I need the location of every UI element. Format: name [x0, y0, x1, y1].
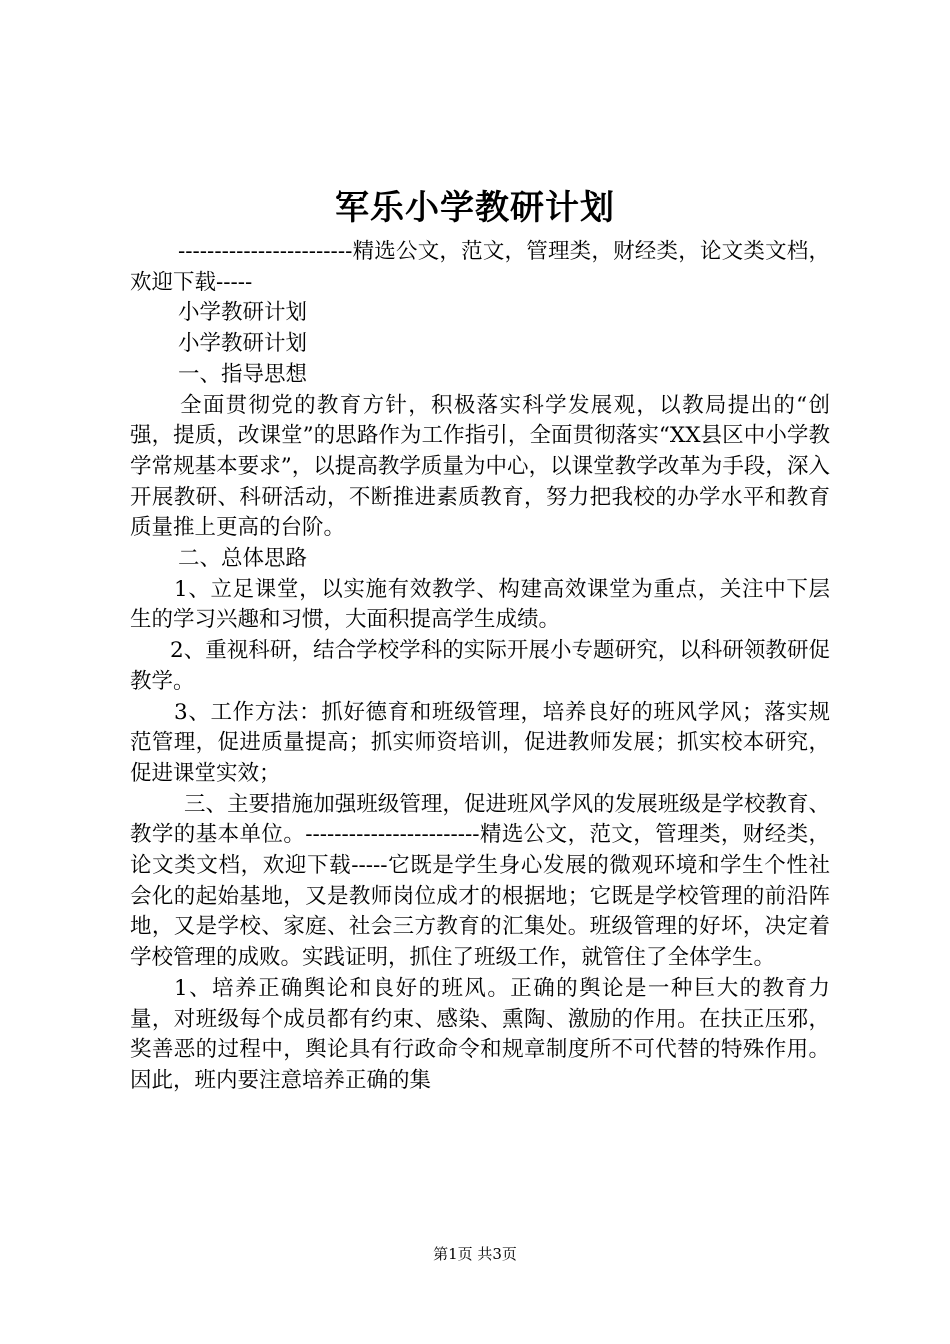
list-item-paragraph: 1、立足课堂，以实施有效教学、构建高效课堂为重点，关注中下层生的学习兴趣和习惯，大面积提高学生成绩。: [130, 576, 830, 633]
list-item-paragraph: 1、培养正确舆论和良好的班风。正确的舆论是一种巨大的教育力量，对班级每个成员都有约束、感染、熏陶、激励的作用。在扶正压邪，奖善恶的过程中，舆论具有行政命令和规章制度所不可代替的特殊作用。因此，班内要注意培养正确的集: [130, 975, 830, 1093]
page-number-footer: 第1页 共3页: [433, 1245, 517, 1263]
document-body: [130, 237, 830, 1097]
section-heading-guiding-ideology: 一、指导思想: [178, 361, 308, 387]
section-heading-overall-approach: 二、总体思路: [178, 546, 308, 572]
download-banner-paragraph: ------------------------精选公文，范文，管理类，财经类，论文类文档，欢迎下载-----: [130, 239, 830, 295]
subtitle-paragraph: 小学教研计划: [178, 331, 308, 357]
list-item-paragraph: 2、重视科研，结合学校学科的实际开展小专题研究，以科研领教研促教学。: [130, 638, 830, 694]
section-heading-main-measures: 三、主要措施加强班级管理，促进班风学风的发展班级是学校教育、教学的基本单位。------------------------精选公文，范文，管理类，财经类，论文类文档，欢迎下载-----它既是学生身心发展的微观环境和学生个性社会化的起始基地，又是教师岗位成才的根据地；它既是学校管理的前沿阵地，又是学校、家庭、社会三方教育的汇集处。班级管理的好坏，决定着学校管理的成败。实践证明，抓住了班级工作，就管住了全体学生。: [130, 791, 830, 971]
subtitle-paragraph: 小学教研计划: [178, 300, 308, 326]
list-item-paragraph: 3、工作方法：抓好德育和班级管理，培养良好的班风学风；落实规范管理，促进质量提高；抓实师资培训，促进教师发展；抓实校本研究，促进课堂实效；: [130, 699, 830, 786]
page-title: 军乐小学教研计划: [335, 188, 615, 228]
body-paragraph: 全面贯彻党的教育方针，积极落实科学发展观，以教局提出的“创强，提质，改课堂”的思路作为工作指引，全面贯彻落实“XX县区中小学教学常规基本要求”，以提高教学质量为中心，以课堂教学改革为手段，深入开展教研、科研活动，不断推进素质教育，努力把我校的办学水平和教育质量推上更高的台阶。: [130, 392, 830, 541]
